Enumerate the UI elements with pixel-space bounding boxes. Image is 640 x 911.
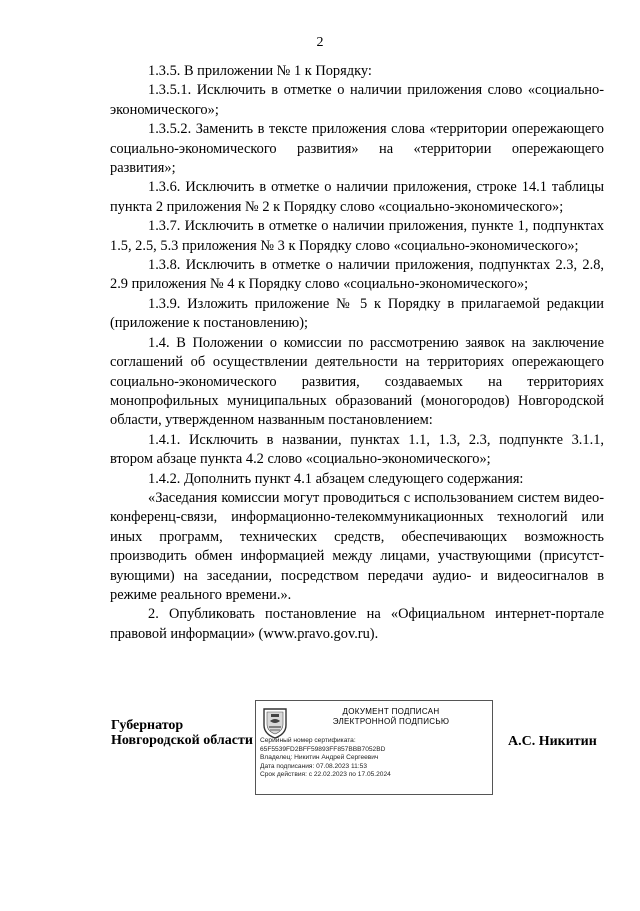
paragraph-2: 2. Опубликовать постановление на «Официальном интернет-портале правовой информации» (www.pravo.gov.ru). bbox=[110, 606, 604, 642]
paragraph-1-4-1: 1.4.1. Исключить в названии, пунктах 1.1, 1.3, 2.3, подпункте 3.1.1, втором абзаце пункта 4.2 слово «социально-экономического»; bbox=[110, 431, 604, 468]
stamp-serial-label: Серийный номер сертификата: bbox=[260, 737, 356, 744]
paragraph-quote: «Заседания комиссии могут проводиться с использованием систем видео-конференц-связи, информационно-телекоммуникационных технологий или иных программ, технических средств, обеспечивающих возможность производить обмен информацией между лицами, участвующими (присутст-вующими) на заседании, посредством передачи аудио- и видеосигналов в режиме реального времени.». bbox=[110, 489, 604, 603]
stamp-title-line1: ДОКУМЕНТ ПОДПИСАН bbox=[342, 707, 440, 716]
stamp-owner: Владелец: Никитин Андрей Сергеевич bbox=[260, 754, 379, 761]
paragraph-1-3-5: 1.3.5. В приложении № 1 к Порядку: bbox=[148, 63, 372, 79]
signer-position bbox=[111, 718, 253, 748]
paragraph-1-3-5-1: 1.3.5.1. Исключить в отметке о наличии приложения слово «социально-экономического»; bbox=[110, 82, 604, 118]
stamp-title-line2: ЭЛЕКТРОННОЙ ПОДПИСЬЮ bbox=[332, 717, 450, 726]
stamp-signed-date: Дата подписания: 07.08.2023 11:53 bbox=[260, 762, 367, 770]
paragraph-1-3-8: 1.3.8. Исключить в отметке о наличии приложения, подпунктах 2.3, 2.8, 2.9 приложения № 4 к Порядку слово «социально-экономического»; bbox=[110, 257, 604, 293]
document-body bbox=[110, 62, 604, 644]
signer-position-line2: Новгородской области bbox=[111, 733, 253, 748]
stamp-validity: Срок действия: с 22.02.2023 по 17.05.2024 bbox=[260, 771, 391, 778]
paragraph-1-4: 1.4. В Положении о комиссии по рассмотрению заявок на заключение соглашений об осуществлении деятельности на территориях опережающего социально-экономического развития, создаваемых на территориях монопрофильных муниципальных образований (моногородов) Новгородской области, утвержденном названным постановлением: bbox=[110, 334, 604, 429]
paragraph-1-3-9: 1.3.9. Изложить приложение № 5 к Порядку в прилагаемой редакции (приложение к постановлению); bbox=[110, 295, 604, 332]
novgorod-coat-of-arms-icon bbox=[261, 705, 289, 739]
paragraph-1-3-6: 1.3.6. Исключить в отметке о наличии приложения, строке 14.1 таблицы пункта 2 приложения № 2 к Порядку слово «социально-экономического»; bbox=[110, 179, 604, 215]
stamp-details bbox=[260, 737, 492, 780]
paragraph-1-3-5-2: 1.3.5.2. Заменить в тексте приложения слова «территории опережающего социально-экономического развития» на «территории опережающего развития»; bbox=[110, 121, 604, 177]
page-number: 2 bbox=[316, 35, 324, 50]
signature-block bbox=[0, 700, 640, 800]
signer-position-line1: Губернатор bbox=[111, 718, 184, 733]
paragraph-1-4-2: 1.4.2. Дополнить пункт 4.1 абзацем следующего содержания: bbox=[148, 470, 524, 487]
stamp-serial-value: 65F5539FD2BFF59893FF857BBB7052BD bbox=[260, 745, 386, 753]
signer-name: А.С. Никитин bbox=[508, 734, 597, 749]
paragraph-1-3-7: 1.3.7. Исключить в отметке о наличии приложения, пункте 1, подпунктах 1.5, 2.5, 5.3 приложения № 3 к Порядку слово «социально-экономического»; bbox=[110, 218, 604, 254]
stamp-title bbox=[296, 707, 486, 727]
e-signature-stamp bbox=[255, 700, 493, 795]
